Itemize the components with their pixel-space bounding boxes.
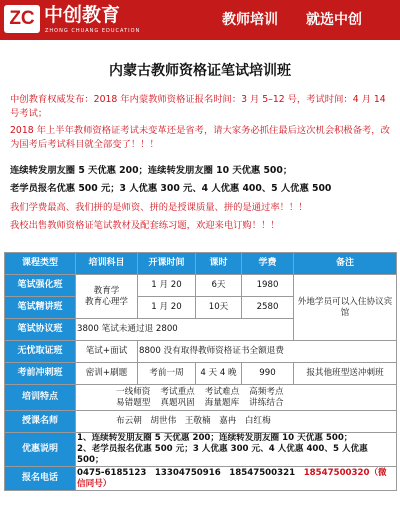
intro-line-5: 我们学费最高、我们拼的是师资、拼的是授课质量、拼的是通过率！！！ [10,202,308,213]
phone-numbers: 0475-6185123 13304750916 18547500321 [77,467,304,478]
course-fee: 990 [242,363,294,385]
discount-cell [76,433,397,467]
features-line [116,387,395,398]
course-info: 8800 没有取得教师资格证书全额退费 [138,341,397,363]
course-subject: 教育学 教育心理学 [76,275,138,319]
page-title: 内蒙古教师资格证笔试培训班 [109,63,291,79]
phone-label: 报名电话 [5,467,76,491]
course-subject: 密训+刷题 [76,363,138,385]
feature-item: 高频考点 [249,386,284,397]
table-row [5,341,397,363]
course-type: 笔试协议班 [5,319,76,341]
course-hours: 4 天 4 晚 [196,363,242,385]
course-type: 笔试精讲班 [5,297,76,319]
feature-item: 海量题库 [204,397,240,408]
course-info: 3800 笔试未通过退 2800 [76,319,294,341]
course-fee: 1980 [242,275,294,297]
features-cell [76,385,397,411]
discount-row [5,433,397,467]
phone-wechat: 18547500320（微信同号） [77,467,387,489]
intro-line-3: 连续转发朋友圈 5 天优惠 200；连续转发朋友圈 10 天优惠 500； [10,165,293,176]
table-header: 学费 [242,253,294,275]
course-note: 报其他班型送冲刺班 [294,363,397,385]
course-type: 笔试强化班 [5,275,76,297]
logo-subtitle: ZHONG CHUANG EDUCATION [45,28,141,34]
features-line [116,398,395,409]
intro-line-2: 2018 年上半年教师资格证考试未变革还是省考，请大家务必抓住最后这次机会积极备考，改为国考后考试科目就全部变了！！！ [10,125,390,150]
slogan-2: 就选中创 [306,12,362,28]
phone-cell [76,467,397,491]
course-hours: 10天 [196,297,242,319]
course-type: 无忧取证班 [5,341,76,363]
course-note: 外地学员可以入住协议宾馆 [294,275,397,341]
course-hours: 6天 [196,275,242,297]
course-fee: 2580 [242,297,294,319]
table-header: 备注 [294,253,397,275]
logo-mark: ZC [4,5,40,33]
feature-item: 讲练结合 [249,397,284,408]
table-header: 课程类型 [5,253,76,275]
teachers-label: 授课名师 [5,411,76,433]
course-type: 考前冲刺班 [5,363,76,385]
course-start: 1 月 20 [138,297,196,319]
intro-line-1: 中创教育权威发布：2018 年内蒙教师资格证报名时间：3 月 5–12 号，考试时间：4 月 14 号考试； [10,94,386,119]
feature-item: 一线师资 [116,386,151,397]
intro-line-6: 我校出售教师资格证笔试教材及配套练习题，欢迎来电订购！！！ [10,220,280,231]
schedule-table [4,252,397,491]
header-banner [0,0,400,40]
table-header: 课时 [196,253,242,275]
logo-name: 中创教育 [44,4,121,26]
intro-line-4: 老学员报名优惠 500 元；3 人优惠 300 元、4 人优惠 400、5 人优惠 500 [10,183,332,194]
teachers-list: 布云朝 胡世伟 王敬楠 嘉冉 白红梅 [76,411,397,433]
features-row [5,385,397,411]
slogan-1: 教师培训 [222,12,278,28]
feature-item: 真题巩固 [160,397,195,408]
phone-row [5,467,397,491]
features-label: 培训特点 [5,385,76,411]
feature-item: 易错题型 [116,397,151,408]
discount-line-2: 2、老学员报名优惠 500 元；3 人优惠 300 元、4 人优惠 400、5 人优惠 500； [77,444,368,465]
table-header: 培训科目 [76,253,138,275]
discount-label: 优惠说明 [5,433,76,467]
course-subject: 笔试+面试 [76,341,138,363]
table-row [5,363,397,385]
table-row [5,275,397,297]
course-start: 考前一周 [138,363,196,385]
feature-item: 考试难点 [204,386,240,397]
teachers-row [5,411,397,433]
table-header: 开课时间 [138,253,196,275]
feature-item: 考试重点 [160,386,195,397]
table-header-row [5,253,397,275]
course-start: 1 月 20 [138,275,196,297]
discount-line-1: 1、连续转发朋友圈 5 天优惠 200；连续转发朋友圈 10 天优惠 500； [77,433,353,443]
